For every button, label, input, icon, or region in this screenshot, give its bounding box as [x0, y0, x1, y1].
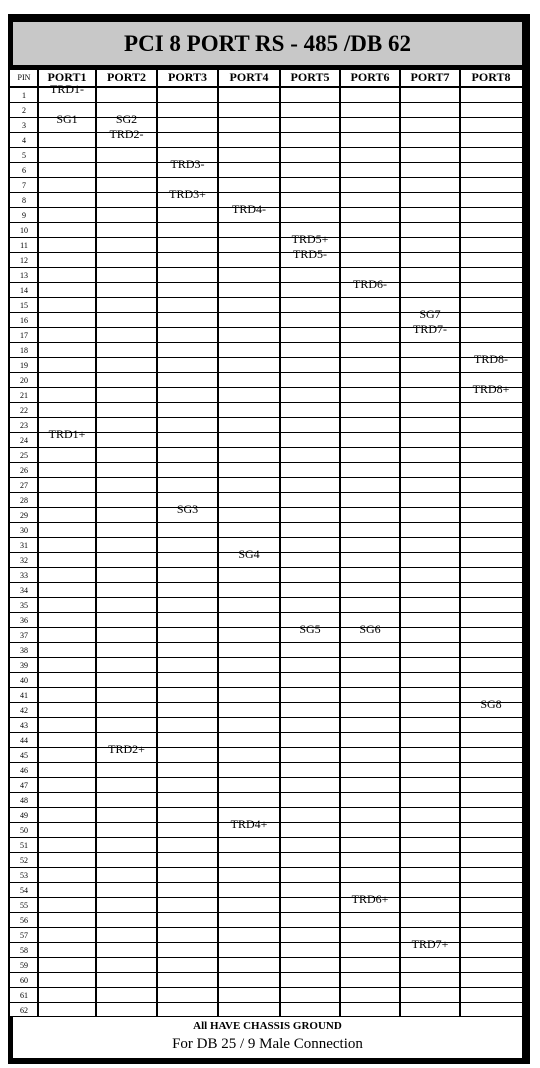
row-rule — [10, 702, 522, 703]
pin-number: 40 — [20, 676, 28, 685]
pin-number: 24 — [20, 436, 28, 445]
row-rule — [10, 807, 522, 808]
row-rule — [10, 462, 522, 463]
signal-label: TRD6- — [353, 277, 387, 291]
signal-label: TRD7+ — [411, 937, 449, 951]
column-rule — [399, 69, 401, 1016]
signal-label: TRD4+ — [230, 817, 268, 831]
row-rule — [10, 237, 522, 238]
footer-note — [13, 1017, 522, 1058]
pin-number: 19 — [20, 361, 28, 370]
row-rule — [10, 447, 522, 448]
row-rule — [10, 837, 522, 838]
footer-line-1: All HAVE CHASSIS GROUND — [193, 1020, 342, 1032]
pin-number: 57 — [20, 931, 28, 940]
pin-number: 48 — [20, 796, 28, 805]
pin-number: 28 — [20, 496, 28, 505]
row-rule — [10, 732, 522, 733]
port-column-header: PORT2 — [107, 70, 146, 84]
row-rule — [10, 252, 522, 253]
pin-number: 43 — [20, 721, 28, 730]
pin-number: 56 — [20, 916, 28, 925]
row-rule — [10, 912, 522, 913]
port-column-header: PORT5 — [290, 70, 330, 84]
port-column-header: PORT6 — [350, 70, 390, 84]
pin-number: 42 — [20, 706, 28, 715]
pin-column-header: PIN — [17, 73, 31, 82]
column-rule — [339, 69, 341, 1016]
row-rule — [10, 372, 522, 373]
row-rule — [10, 537, 522, 538]
pin-number: 8 — [22, 196, 26, 205]
signal-label: TRD4- — [232, 202, 266, 216]
pin-number: 27 — [20, 481, 28, 490]
pin-number: 36 — [20, 616, 28, 625]
pin-number: 11 — [20, 241, 28, 250]
pin-number: 32 — [20, 556, 28, 565]
signal-label: TRD6+ — [351, 892, 389, 906]
pin-number: 44 — [20, 736, 28, 745]
row-rule — [10, 162, 522, 163]
signal-label: TRD5- — [293, 247, 327, 261]
row-rule — [10, 507, 522, 508]
port-column-header: PORT4 — [229, 70, 269, 84]
row-rule — [10, 972, 522, 973]
pin-number: 5 — [22, 151, 26, 160]
port-column-header: PORT8 — [471, 70, 511, 84]
pin-number: 38 — [20, 646, 28, 655]
row-rule — [10, 852, 522, 853]
signal-label: TRD8+ — [472, 382, 510, 396]
pin-number: 20 — [20, 376, 28, 385]
row-rule — [10, 222, 522, 223]
row-rule — [10, 147, 522, 148]
pin-number: 14 — [20, 286, 28, 295]
signal-label: TRD7- — [413, 322, 447, 336]
signal-label: TRD8- — [474, 352, 508, 366]
pin-number: 18 — [20, 346, 28, 355]
page-title: PCI 8 PORT RS - 485 /DB 62 — [13, 22, 522, 65]
pin-number: 49 — [20, 811, 28, 820]
pin-number: 47 — [20, 781, 28, 790]
pin-number: 33 — [20, 571, 28, 580]
pin-number: 37 — [20, 631, 28, 640]
row-rule — [10, 387, 522, 388]
row-rule — [10, 777, 522, 778]
row-rule — [10, 762, 522, 763]
pin-number: 55 — [20, 901, 28, 910]
row-rule — [10, 672, 522, 673]
column-rule — [95, 69, 97, 1016]
pin-number: 3 — [22, 121, 26, 130]
pin-number: 60 — [20, 976, 28, 985]
pin-number: 46 — [20, 766, 28, 775]
pin-number: 39 — [20, 661, 28, 670]
row-rule — [10, 297, 522, 298]
row-rule — [10, 582, 522, 583]
pin-number: 53 — [20, 871, 28, 880]
row-rule — [10, 927, 522, 928]
row-rule — [10, 687, 522, 688]
signal-label: TRD1+ — [48, 427, 86, 441]
port-column-header: PORT3 — [168, 70, 207, 84]
row-rule — [10, 1002, 522, 1003]
signal-label: TRD5+ — [291, 232, 329, 246]
signal-label: SG4 — [238, 547, 260, 561]
signal-label: TRD1- — [50, 82, 84, 96]
pin-number: 30 — [20, 526, 28, 535]
pin-number: 15 — [20, 301, 28, 310]
row-rule — [10, 717, 522, 718]
row-rule — [10, 567, 522, 568]
signal-label: SG2 — [115, 112, 138, 126]
row-rule — [10, 102, 522, 103]
pinout-table — [10, 69, 522, 1016]
row-rule — [10, 132, 522, 133]
pin-number: 45 — [20, 751, 28, 760]
signal-label: SG8 — [480, 697, 502, 711]
row-rule — [10, 612, 522, 613]
column-rule — [156, 69, 158, 1016]
signal-label: SG7 — [419, 307, 441, 321]
pin-number: 35 — [20, 601, 28, 610]
row-rule — [10, 987, 522, 988]
pin-number: 21 — [20, 391, 28, 400]
pin-number: 2 — [22, 106, 26, 115]
row-rule — [10, 747, 522, 748]
pin-number: 61 — [20, 991, 28, 1000]
row-rule — [10, 282, 522, 283]
signal-label: TRD2- — [109, 127, 144, 141]
row-rule — [10, 957, 522, 958]
pin-number: 25 — [20, 451, 28, 460]
signal-label: SG3 — [176, 502, 199, 516]
pin-number: 34 — [20, 586, 28, 595]
row-rule — [10, 642, 522, 643]
pin-number: 58 — [20, 946, 28, 955]
pin-number: 41 — [20, 691, 28, 700]
signal-label: SG5 — [299, 622, 321, 636]
pin-number: 31 — [20, 541, 28, 550]
pin-number: 51 — [20, 841, 28, 850]
pin-number: 7 — [22, 181, 26, 190]
signal-label: TRD3+ — [169, 187, 206, 201]
pin-number: 16 — [20, 316, 28, 325]
pin-number: 13 — [20, 271, 28, 280]
pin-number: 17 — [20, 331, 28, 340]
pin-number: 22 — [20, 406, 28, 415]
row-rule — [10, 657, 522, 658]
row-rule — [10, 477, 522, 478]
row-rule — [10, 522, 522, 523]
row-rule — [10, 342, 522, 343]
pin-number: 29 — [20, 511, 28, 520]
pin-number: 50 — [20, 826, 28, 835]
row-rule — [10, 897, 522, 898]
signal-label: TRD3- — [170, 157, 205, 171]
pin-number: 12 — [20, 256, 28, 265]
footer-line-2: For DB 25 / 9 Male Connection — [172, 1036, 363, 1052]
pin-number: 23 — [20, 421, 28, 430]
column-rule — [459, 69, 461, 1016]
row-rule — [10, 492, 522, 493]
header-rule — [10, 69, 522, 70]
row-rule — [10, 867, 522, 868]
signal-label: TRD2+ — [108, 742, 145, 756]
row-rule — [10, 882, 522, 883]
pin-number: 1 — [22, 91, 26, 100]
pin-number: 10 — [20, 226, 28, 235]
row-rule — [10, 402, 522, 403]
pin-number: 26 — [20, 466, 28, 475]
pin-number: 52 — [20, 856, 28, 865]
pin-number: 4 — [22, 136, 26, 145]
row-rule — [10, 417, 522, 418]
port-column-header: PORT7 — [410, 70, 450, 84]
row-rule — [10, 192, 522, 193]
pin-number: 9 — [22, 211, 26, 220]
row-rule — [10, 177, 522, 178]
pin-number: 62 — [20, 1006, 28, 1015]
signal-label: SG1 — [56, 112, 78, 126]
row-rule — [10, 792, 522, 793]
port-column-header: PORT1 — [47, 70, 87, 84]
pin-number: 6 — [22, 166, 26, 175]
pin-number: 59 — [20, 961, 28, 970]
row-rule — [10, 357, 522, 358]
signal-label: SG6 — [359, 622, 381, 636]
row-rule — [10, 627, 522, 628]
row-rule — [10, 267, 522, 268]
pin-number: 54 — [20, 886, 28, 895]
row-rule — [10, 597, 522, 598]
